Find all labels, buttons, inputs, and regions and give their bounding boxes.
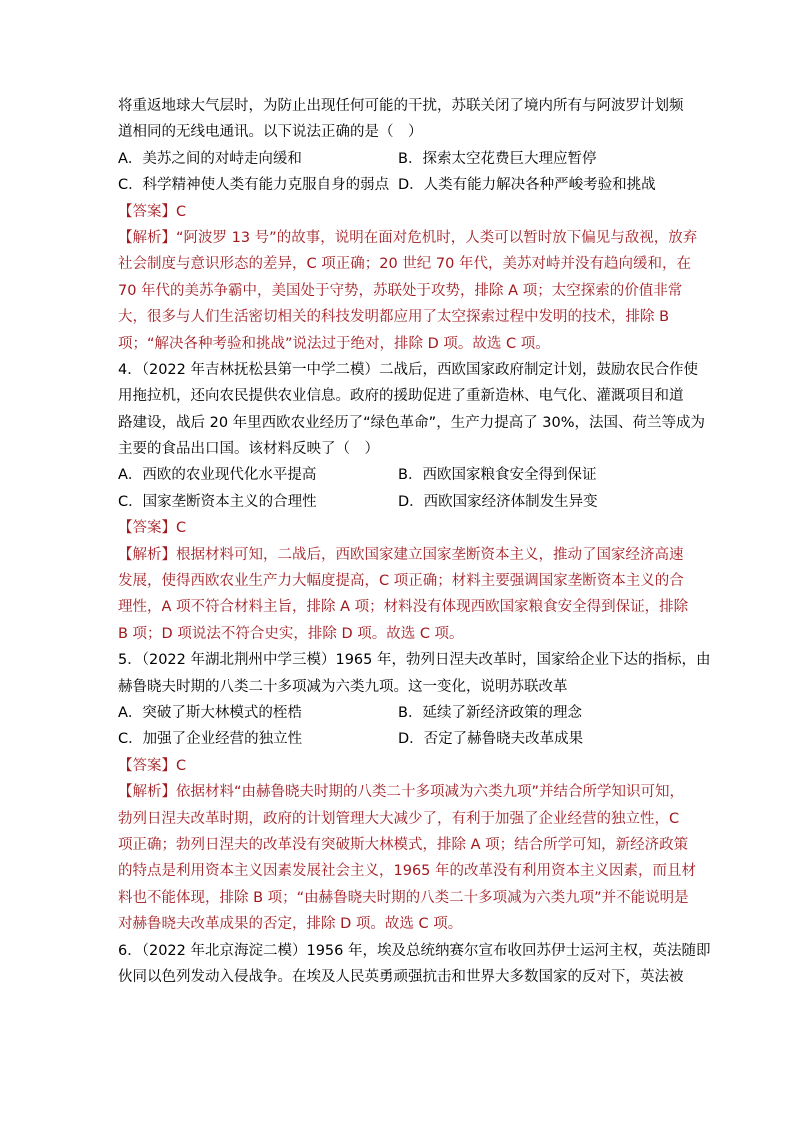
q3-analysis-line: 【解析】“阿波罗 13 号”的故事，说明在面对危机时，人类可以暂时放下偏见与敌视，放弃: [118, 229, 698, 246]
q4-stem-line: 路建设，战后 20 年里西欧农业经历了“绿色革命”，生产力提高了 30%，法国、荷兰等成为: [118, 414, 706, 431]
question-3: [118, 93, 698, 357]
q5-analysis-label: 【解析】: [118, 784, 176, 801]
q3-stem-line: 将重返地球大气层时，为防止出现任何可能的干扰，苏联关闭了境内所有与阿波罗计划频: [118, 98, 684, 114]
q5-options-row: [118, 700, 678, 726]
q3-option-a: A．美苏之间的对峙走向缓和: [118, 150, 302, 167]
q3-options-row: [118, 146, 678, 172]
q4-answer: 【答案】C: [118, 520, 187, 537]
q5-analysis-line: 料也不能体现，排除 B 项；“由赫鲁晓夫时期的八类二十多项减为六类九项”并不能说明是: [118, 889, 689, 906]
q4-analysis-label: 【解析】: [118, 546, 176, 563]
q3-stem-line: 道相同的无线电通讯。以下说法正确的是（ ）: [118, 124, 423, 141]
q3-option-d: D．人类有能力解决各种严峻考验和挑战: [398, 177, 656, 194]
q5-analysis-line: 项正确；勃列日涅夫的改革没有突破斯大林模式，排除 A 项；结合所学可知，新经济政策: [118, 836, 689, 853]
q3-options-row: [118, 172, 678, 198]
q5-analysis-line: 勃列日涅夫改革时期，政府的计划管理大大减少了，有利于加强了企业经营的独立性，C: [118, 810, 680, 827]
q5-option-a: A．突破了斯大林模式的桎梏: [118, 704, 302, 721]
q4-option-b: B．西欧国家粮食安全得到保证: [398, 467, 597, 484]
q5-option-d: D．否定了赫鲁晓夫改革成果: [398, 731, 584, 748]
q3-analysis-line: 社会制度与意识形态的差异，C 项正确；20 世纪 70 年代，美苏对峙并没有趋向缓和，在: [118, 256, 691, 273]
q3-answer: 【答案】C: [118, 203, 187, 220]
q4-analysis-line: 【解析】根据材料可知，二战后，西欧国家建立国家垄断资本主义，推动了国家经济高速: [118, 546, 684, 563]
question-6: [118, 938, 711, 991]
q4-stem-line: 主要的食品出口国。该材料反映了（ ）: [118, 441, 379, 458]
q4-option-d: D．西欧国家经济体制发生异变: [398, 493, 598, 510]
q5-stem-line: 5．（2022 年湖北荆州中学三模）1965 年，勃列日涅夫改革时，国家给企业下达的指标，由: [118, 652, 711, 669]
q4-option-c: C．国家垄断资本主义的合理性: [118, 493, 317, 510]
q6-stem-line: 6．（2022 年北京海淀二模）1956 年，埃及总统纳赛尔宣布收回苏伊士运河主权，英法随即: [118, 942, 711, 959]
q5-stem-line: 赫鲁晓夫时期的八类二十多项减为六类九项。这一变化，说明苏联改革: [118, 678, 568, 695]
q3-analysis-line: 项；“解决各种考验和挑战”说法过于绝对，排除 D 项。故选 C 项。: [118, 335, 550, 352]
q5-analysis-line: 对赫鲁晓夫改革成果的否定，排除 D 项。故选 C 项。: [118, 916, 463, 933]
q5-options-row: [118, 726, 678, 752]
q5-option-b: B．延续了新经济政策的理念: [398, 704, 582, 721]
question-5: [118, 647, 711, 937]
q3-option-b: B．探索太空花费巨大理应暂停: [398, 150, 597, 167]
q4-analysis-line: B 项；D 项说法不符合史实，排除 D 项。故选 C 项。: [118, 625, 464, 642]
q4-stem-line: 4．（2022 年吉林抚松县第一中学二模）二战后，西欧国家政府制定计划，鼓励农民合作使: [118, 361, 698, 378]
q4-option-a: A．西欧的农业现代化水平提高: [118, 467, 317, 484]
q4-analysis-line: 发展，使得西欧农业生产力大幅度提高，C 项正确；材料主要强调国家垄断资本主义的合: [118, 573, 684, 590]
q6-stem-line: 伙同以色列发动入侵战争。在埃及人民英勇顽强抗击和世界大多数国家的反对下，英法被: [118, 968, 684, 985]
q3-analysis-label: 【解析】: [118, 229, 176, 246]
q5-analysis-line: 【解析】依据材料“由赫鲁晓夫时期的八类二十多项减为六类九项”并结合所学知识可知，: [118, 784, 685, 801]
q5-answer: 【答案】C: [118, 757, 187, 774]
page-content: [118, 93, 711, 990]
q5-option-c: C．加强了企业经营的独立性: [118, 731, 303, 748]
question-4: [118, 357, 706, 647]
q3-analysis-line: 大，很多与人们生活密切相关的科技发明都应用了太空探索过程中发明的技术，排除 B: [118, 309, 670, 326]
q4-options-row: [118, 462, 678, 488]
q4-stem-line: 用拖拉机，还向农民提供农业信息。政府的援助促进了重新造林、电气化、灌溉项目和道: [118, 388, 684, 405]
q3-option-c: C．科学精神使人类有能力克服自身的弱点: [118, 177, 390, 194]
q5-analysis-line: 的特点是利用资本主义因素发展社会主义，1965 年的改革没有利用资本主义因素，而且材: [118, 863, 697, 880]
q3-analysis-line: 70 年代的美苏争霸中，美国处于守势，苏联处于攻势，排除 A 项；太空探索的价值非常: [118, 282, 683, 299]
q4-options-row: [118, 489, 678, 515]
q4-analysis-line: 理性，A 项不符合材料主旨，排除 A 项；材料没有体现西欧国家粮食安全得到保证，排除: [118, 599, 689, 616]
